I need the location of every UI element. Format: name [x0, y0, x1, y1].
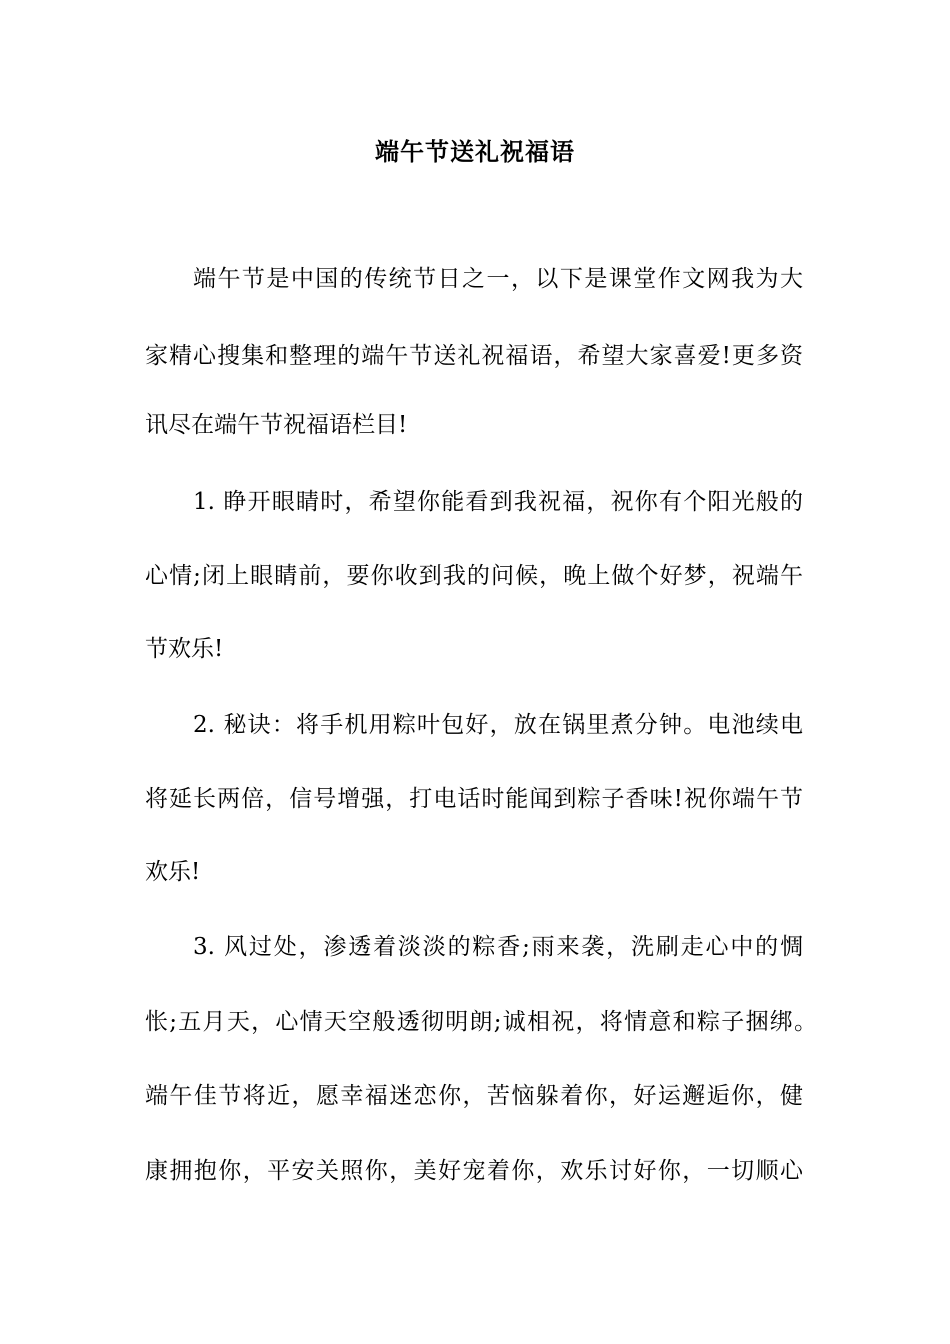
paragraph-4-line-4: 康拥抱你，平安关照你，美好宠着你，欢乐讨好你，一切顺心 [145, 1158, 803, 1184]
paragraph-1-line-3: 讯尽在端午节祝福语栏目! [145, 412, 408, 438]
paragraph-4-line-2: 怅;五月天，心情天空般透彻明朗;诚相祝，将情意和粽子捆绑。 [145, 1009, 817, 1035]
document-title: 端午节送礼祝福语 [375, 137, 575, 166]
paragraph-2-line-3: 节欢乐! [145, 636, 224, 662]
paragraph-3-line-1: 2. 秘诀：将手机用粽叶包好，放在锅里煮分钟。电池续电 [193, 712, 803, 738]
paragraph-3-line-3: 欢乐! [145, 859, 201, 885]
paragraph-1-line-2: 家精心搜集和整理的端午节送礼祝福语，希望大家喜爱!更多资 [145, 343, 803, 369]
paragraph-1-line-1: 端午节是中国的传统节日之一，以下是课堂作文网我为大 [193, 266, 803, 292]
paragraph-4-line-1: 3. 风过处，渗透着淡淡的粽香;雨来袭，洗刷走心中的惆 [193, 934, 803, 960]
paragraph-2-line-2: 心情;闭上眼睛前，要你收到我的问候，晚上做个好梦，祝端午 [145, 563, 803, 589]
paragraph-4-line-3: 端午佳节将近，愿幸福迷恋你，苦恼躲着你，好运邂逅你，健 [145, 1083, 803, 1109]
paragraph-2-line-1: 1. 睁开眼睛时，希望你能看到我祝福，祝你有个阳光般的 [193, 489, 803, 515]
paragraph-3-line-2: 将延长两倍，信号增强，打电话时能闻到粽子香味!祝你端午节 [145, 786, 803, 812]
